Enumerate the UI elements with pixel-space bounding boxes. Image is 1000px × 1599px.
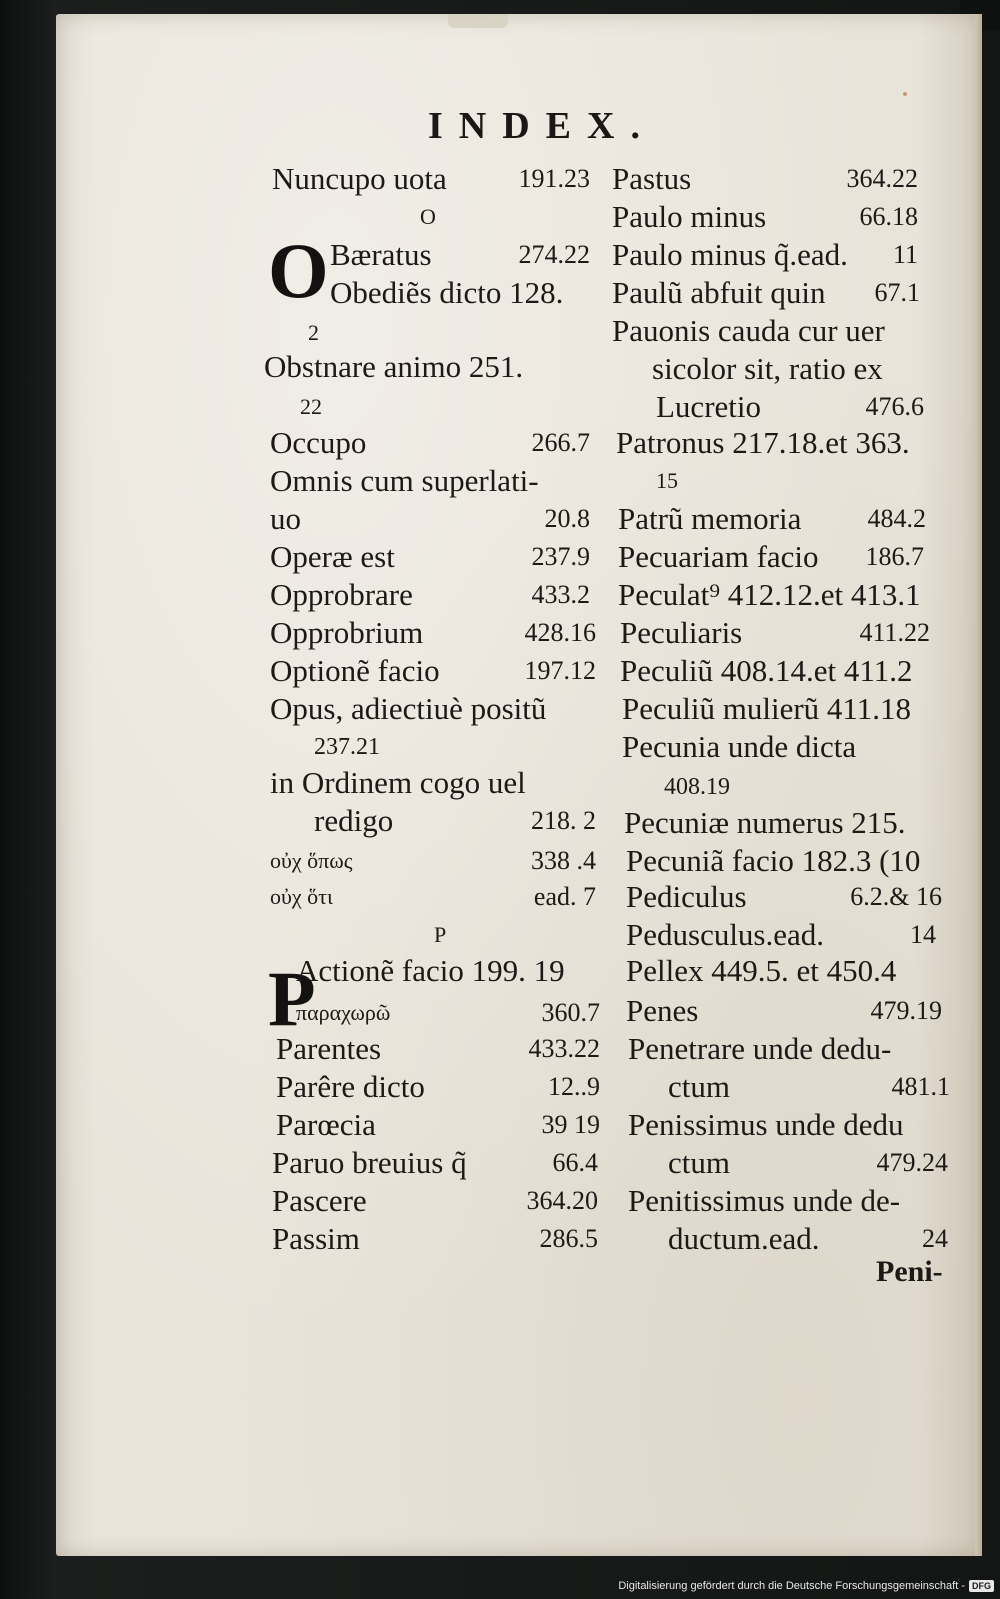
right-entry — [626, 992, 942, 1030]
right-ref: 11 — [892, 240, 918, 269]
left-term: Actionẽ facio 199. 19 — [296, 953, 565, 988]
right-term: Peculiaris — [620, 615, 743, 650]
right-term: Paulũ abfuit quin — [612, 275, 826, 310]
right-term: Pecuniæ numerus 215. — [624, 805, 906, 840]
right-term: sicolor sit, ratio ex — [652, 351, 883, 386]
right-entry — [668, 1144, 948, 1182]
right-entry — [668, 1068, 950, 1106]
left-ref: 433.2 — [531, 580, 590, 609]
right-ref: 14 — [910, 920, 936, 949]
dropcap-p: P — [268, 955, 316, 1042]
left-entry — [272, 1220, 598, 1258]
right-entry — [622, 690, 938, 728]
right-entry — [652, 350, 924, 388]
right-ref: 481.1 — [891, 1072, 950, 1101]
left-ref: 360.7 — [541, 998, 600, 1027]
right-ref: 411.22 — [859, 618, 930, 647]
right-entry — [612, 312, 922, 350]
left-entry — [314, 728, 434, 766]
right-ref: 24 — [922, 1224, 948, 1253]
left-term: Opprobrium — [270, 615, 424, 650]
left-entry — [434, 916, 464, 954]
right-entry — [626, 842, 942, 880]
right-term: Peculat⁹ 412.12.et 413.1 — [618, 577, 921, 612]
left-entry — [296, 994, 600, 1032]
left-entry — [270, 538, 590, 576]
right-term: Penetrare unde dedu- — [628, 1031, 892, 1066]
left-ref: 428.16 — [524, 618, 596, 647]
left-ref: 20.8 — [544, 504, 590, 533]
left-entry — [308, 314, 348, 352]
left-ref: 237.9 — [531, 542, 590, 571]
left-term: Opprobrare — [270, 577, 413, 612]
right-entry — [620, 652, 936, 690]
left-ref: 338 .4 — [531, 846, 596, 875]
right-ref: 484.2 — [867, 504, 926, 533]
right-term: ctum — [668, 1145, 730, 1180]
left-ref: 433.22 — [528, 1034, 600, 1063]
right-term: ductum.ead. — [668, 1221, 820, 1256]
left-ref: 66.4 — [552, 1148, 598, 1177]
right-entry — [620, 614, 930, 652]
right-term: Penes — [626, 993, 699, 1028]
right-entry — [668, 1220, 948, 1258]
left-term: Parentes — [276, 1031, 382, 1066]
left-term: οὐχ ὅπως — [270, 848, 353, 873]
right-entry — [628, 1182, 948, 1220]
left-term: Nuncupo uota — [272, 161, 447, 196]
dropcap-o: O — [268, 227, 329, 314]
left-entry — [420, 198, 450, 236]
right-entry — [622, 728, 922, 766]
footer-credit — [590, 1577, 994, 1595]
right-ref: 479.24 — [876, 1148, 948, 1177]
left-entry — [270, 500, 590, 538]
page-edge — [975, 14, 982, 1556]
left-entry — [272, 1144, 598, 1182]
left-entry — [276, 1068, 600, 1106]
left-entry — [270, 576, 590, 614]
left-ref: 266.7 — [531, 428, 590, 457]
right-entry — [618, 500, 926, 538]
right-ref: 186.7 — [865, 542, 924, 571]
left-term: in Ordinem cogo uel — [270, 765, 526, 800]
right-term: Patronus 217.18.et 363. — [616, 425, 910, 460]
right-entry — [612, 198, 918, 236]
left-entry — [296, 952, 600, 990]
left-term: Operæ est — [270, 539, 395, 574]
left-entry — [330, 236, 590, 274]
left-entry — [270, 690, 596, 728]
left-entry — [270, 462, 590, 500]
left-entry — [270, 424, 590, 462]
right-entry — [664, 768, 784, 806]
right-ref: 67.1 — [874, 278, 920, 307]
right-term: Penitissimus unde de- — [628, 1183, 901, 1218]
left-entry — [272, 1182, 598, 1220]
right-term: Peculiũ 408.14.et 411.2 — [620, 653, 913, 688]
left-ref: 274.22 — [518, 240, 590, 269]
right-entry — [626, 878, 942, 916]
right-term: Pellex 449.5. et 450.4 — [626, 953, 897, 988]
left-ref: 286.5 — [539, 1224, 598, 1253]
left-term: Obstnare animo 251. — [264, 349, 524, 384]
right-entry — [618, 576, 932, 614]
dfg-logo: DFG — [969, 1580, 994, 1592]
right-entry — [628, 1106, 948, 1144]
left-entry — [270, 764, 596, 802]
left-ref: 12..9 — [548, 1072, 600, 1101]
right-entry — [612, 160, 918, 198]
left-term: Parœcia — [276, 1107, 376, 1142]
right-term: Pedusculus.ead. — [626, 917, 825, 952]
right-term: Patrũ memoria — [618, 501, 802, 536]
left-ref: 39 19 — [541, 1110, 600, 1139]
left-entry — [300, 388, 360, 426]
left-term: Opus, adiectiuè positũ — [270, 691, 547, 726]
left-term: 237.21 — [314, 734, 380, 760]
left-entry — [270, 652, 596, 690]
catchword: Peni- — [876, 1255, 943, 1288]
left-term: uo — [270, 501, 301, 536]
left-term: 2 — [308, 320, 319, 345]
footer-credit-text: Digitalisierung gefördert durch die Deutsche Forschungsgemeinschaft - — [618, 1580, 965, 1592]
left-ref: 364.20 — [526, 1186, 598, 1215]
right-term: Lucretio — [656, 389, 762, 424]
left-entry — [270, 878, 596, 916]
left-term: Bæratus — [330, 237, 432, 272]
left-entry — [276, 1030, 600, 1068]
left-term: redigo — [314, 803, 394, 838]
right-term: Pecuniã facio 182.3 (10 — [626, 843, 921, 878]
right-term: 408.19 — [664, 774, 730, 800]
left-entry — [264, 348, 574, 386]
left-term: Obediẽs dicto 128. — [330, 275, 564, 310]
left-ref: 191.23 — [518, 164, 590, 193]
right-term: Paulo minus q̃.ead. — [612, 237, 848, 272]
left-term: Occupo — [270, 425, 367, 460]
left-term: Parêre dicto — [276, 1069, 425, 1104]
right-ref: 479.19 — [870, 996, 942, 1025]
index-heading: INDEX. — [428, 105, 656, 147]
left-term: παραχωρῶ — [296, 1000, 391, 1025]
right-term: Pediculus — [626, 879, 747, 914]
left-ref: 197.12 — [524, 656, 596, 685]
right-entry — [656, 462, 696, 500]
right-term: Pecuariam facio — [618, 539, 819, 574]
left-entry — [272, 160, 590, 198]
left-term: Passim — [272, 1221, 360, 1256]
left-entry — [314, 802, 596, 840]
right-entry — [612, 274, 920, 312]
left-term: Pascere — [272, 1183, 367, 1218]
right-ref: 364.22 — [846, 164, 918, 193]
left-term: 22 — [300, 394, 322, 419]
right-term: Pecunia unde dicta — [622, 729, 857, 764]
left-term: O — [420, 204, 436, 229]
page-notch — [448, 14, 508, 28]
left-entry — [270, 842, 596, 880]
left-ref: ead. 7 — [533, 882, 596, 911]
right-entry — [624, 804, 936, 842]
left-term: P — [434, 922, 447, 947]
right-entry — [656, 388, 924, 426]
right-term: ctum — [668, 1069, 730, 1104]
right-ref: 6.2.& 16 — [850, 882, 942, 911]
right-entry — [626, 952, 942, 990]
left-term: Omnis cum superlati- — [270, 463, 539, 498]
paper-speck — [903, 92, 907, 96]
right-entry — [616, 424, 928, 462]
right-ref: 66.18 — [859, 202, 918, 231]
right-entry — [626, 916, 936, 954]
right-term: Pauonis cauda cur uer — [612, 313, 885, 348]
left-entry — [270, 614, 596, 652]
left-term: οὐχ ὅτι — [270, 884, 333, 909]
right-entry — [612, 236, 918, 274]
left-entry — [276, 1106, 600, 1144]
right-term: Paulo minus — [612, 199, 767, 234]
right-term: Penissimus unde dedu — [628, 1107, 904, 1142]
right-term: 15 — [656, 468, 678, 493]
right-ref: 476.6 — [865, 392, 924, 421]
right-entry — [618, 538, 924, 576]
left-term: Paruo breuius q̃ — [272, 1145, 467, 1180]
right-term: Pastus — [612, 161, 692, 196]
left-entry — [330, 274, 590, 312]
right-term: Peculiũ mulierũ 411.18 — [622, 691, 912, 726]
left-ref: 218. 2 — [531, 806, 596, 835]
left-term: Optionẽ facio — [270, 653, 440, 688]
right-entry — [628, 1030, 944, 1068]
